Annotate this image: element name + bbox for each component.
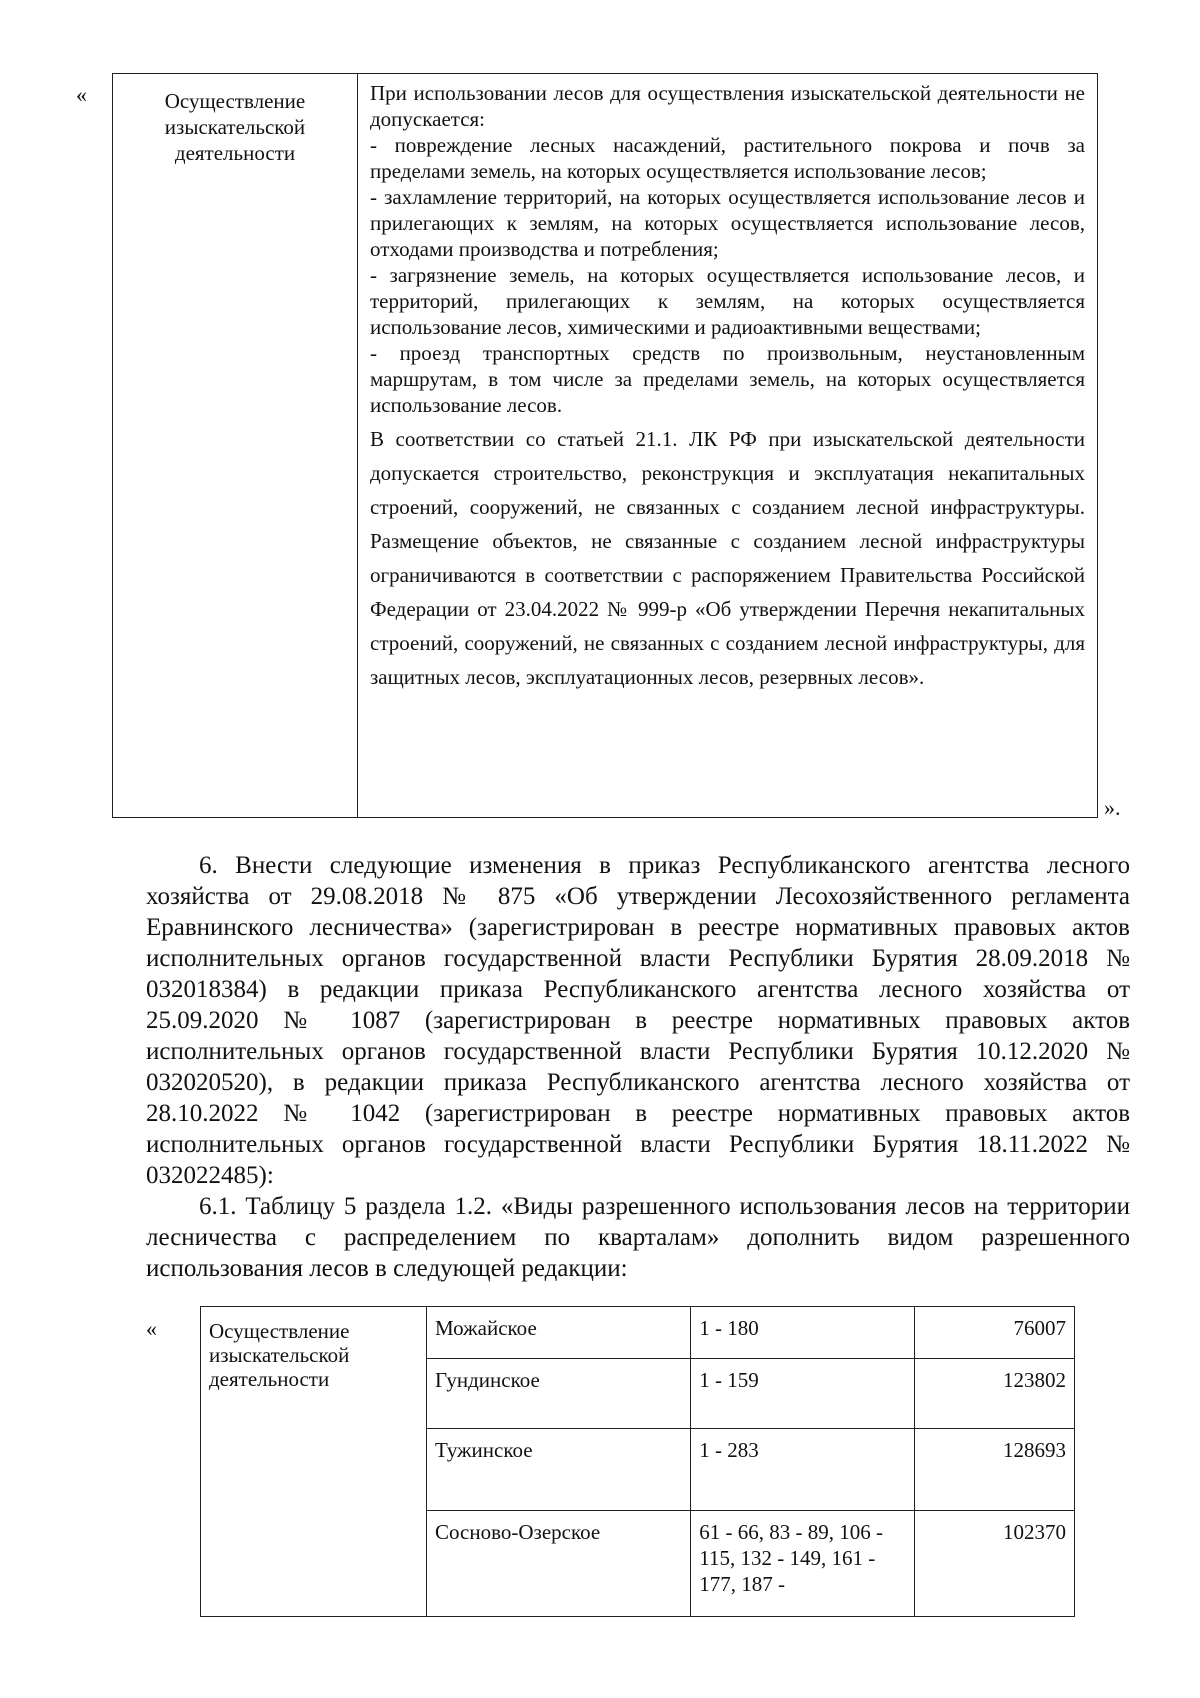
district-name: Гундинское <box>427 1359 691 1429</box>
opening-quote-mark-2: « <box>146 1316 157 1341</box>
closing-quote-mark: ». <box>1104 795 1121 820</box>
quarter-numbers: 1 - 283 <box>691 1429 915 1511</box>
district-name: Можайское <box>427 1307 691 1359</box>
conditions-cell <box>358 74 1098 818</box>
conditions-paragraph: При использовании лесов для осуществления изыскательской деятельности не допускается: <box>370 81 1085 131</box>
opening-quote-mark: « <box>76 82 87 107</box>
paragraph-6-1: 6.1. Таблицу 5 раздела 1.2. «Виды разрешенного использования лесов на территории лесничества с распределением по кварталам» дополнить видом разрешенного использования лесов в следующей редакции: <box>146 1193 1130 1282</box>
quarter-numbers: 61 - 66, 83 - 89, 106 - 115, 132 - 149, 161 - 177, 187 - <box>691 1511 915 1617</box>
area-value: 102370 <box>915 1511 1075 1617</box>
quarter-numbers: 1 - 159 <box>691 1359 915 1429</box>
conditions-paragraph: - захламление территорий, на которых осуществляется использование лесов и прилегающих к землям, на которых осуществляется использование лесов, отходами производства и потребления; <box>370 185 1085 261</box>
conditions-paragraph: - проезд транспортных средств по произвольным, неустановленным маршрутам, в том числе за пределами земель, на которых осуществляется использование лесов. <box>370 341 1085 417</box>
district-name: Сосново-Озерское <box>427 1511 691 1617</box>
activity-type-cell: Осуществление изыскательской деятельности <box>113 74 358 818</box>
permitted-use-conditions-table <box>112 73 1098 818</box>
activity-type-cell: Осуществление изыскательской деятельности <box>201 1307 427 1617</box>
area-value: 123802 <box>915 1359 1075 1429</box>
quarters-distribution-table <box>200 1306 1075 1617</box>
paragraph-6: 6. Внести следующие изменения в приказ Республиканского агентства лесного хозяйства от 29.08.2018 № 875 «Об утверждении Лесохозяйственного регламента Еравнинского лесничества» (зарегистрирован в реестре нормативных правовых актов исполнительных органов государственной власти Республики Бурятия 28.09.2018 № 032018384) в редакции приказа Республиканского агентства лесного хозяйства от 25.09.2020 № 1087 (зарегистрирован в реестре нормативных правовых актов исполнительных органов государственной власти Республики Бурятия 10.12.2020 № 032020520), в редакции приказа Республиканского агентства лесного хозяйства от 28.10.2022 № 1042 (зарегистрирован в реестре нормативных правовых актов исполнительных органов государственной власти Республики Бурятия 18.11.2022 № 032022485): <box>146 852 1130 1189</box>
conditions-paragraph-article: В соответствии со статьей 21.1. ЛК РФ при изыскательской деятельности допускается строительство, реконструкция и эксплуатация некапитальных строений, сооружений, не связанных с созданием лесной инфраструктуры. Размещение объектов, не связанные с созданием лесной инфраструктуры ограничиваются в соответствии с распоряжением Правительства Российской Федерации от 23.04.2022 № 999-р «Об утверждении Перечня некапитальных строений, сооружений, не связанных с созданием лесной инфраструктуры, для защитных лесов, эксплуатационных лесов, резервных лесов». <box>370 427 1085 689</box>
area-value: 76007 <box>915 1307 1075 1359</box>
conditions-paragraph: - повреждение лесных насаждений, растительного покрова и почв за пределами земель, на которых осуществляется использование лесов; <box>370 133 1085 183</box>
table-row <box>201 1307 1075 1359</box>
area-value: 128693 <box>915 1429 1075 1511</box>
quarter-numbers: 1 - 180 <box>691 1307 915 1359</box>
conditions-paragraph: - загрязнение земель, на которых осуществляется использование лесов, и территорий, прилегающих к землям, на которых осуществляется использование лесов, химическими и радиоактивными веществами; <box>370 263 1085 339</box>
district-name: Тужинское <box>427 1429 691 1511</box>
document-body <box>146 850 1130 1284</box>
